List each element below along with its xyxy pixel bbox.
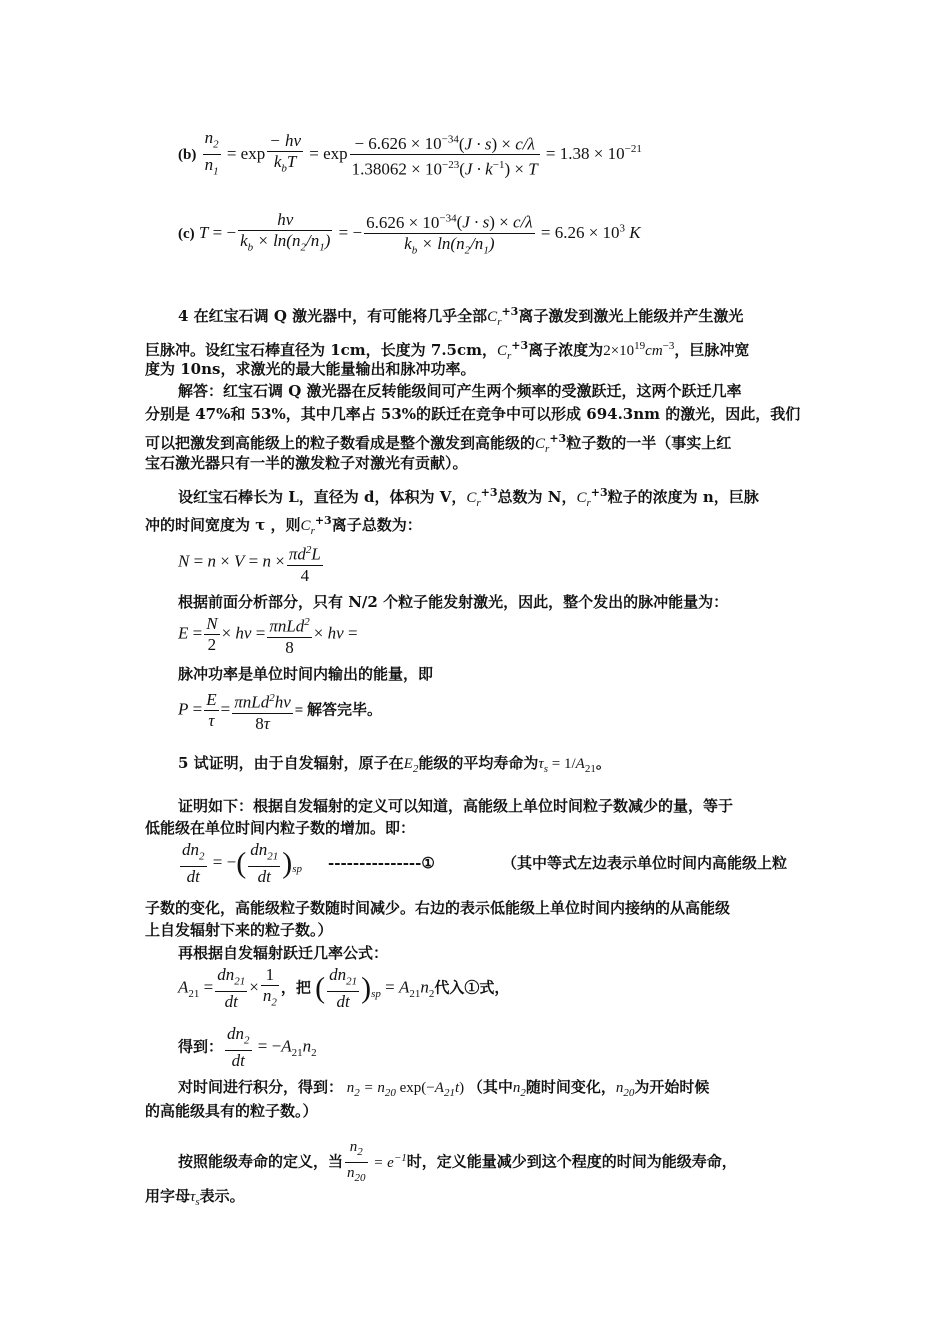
equation-P: P = $\frac{E}{\tau}$ = $\frac{\pi nLd^2h\nu}{8\tau}$ = 解答完毕。 [178, 688, 382, 734]
q5-text: 按照能级寿命的定义，当 [178, 1152, 344, 1171]
q5-note-2: 子数的变化，高能级粒子数随时间减少。右边的表示低能级上单位时间内接纳的从高能级 [145, 899, 731, 917]
q4-energy-intro: 根据前面分析部分，只有 N/2 个粒子能发射激光，因此，整个发出的脉冲能量为： [178, 593, 729, 611]
q4-done: = 解答完毕。 [294, 702, 383, 719]
eq-c-result: = 6.26 × 10 [540, 222, 620, 242]
q4-text: 离子浓度为 [528, 341, 604, 359]
q5-title: 5 试证明，由于自发辐射，原子在$E_2$能级的平均寿命为$\tau_s = 1/A_{21}$。 [178, 754, 611, 775]
eq-b-result: = 1.38 × 10 [545, 143, 625, 163]
q5-text: 能级的平均寿命为 [418, 754, 539, 772]
q4-text: 冲的时间宽度为 τ ，则 [145, 516, 301, 534]
equation-A21: $A_{21}$ = $\frac{dn_{21}}{dt}$ × $\frac{1}{n_2}$ ，把 ( $\frac{dn_{21}}{dt}$ )$_{sp} = A_{21}n_2$代入①式， [178, 965, 510, 1012]
q4-line-3: 度为 10ns，求激光的最大能量输出和脉冲功率。 [145, 360, 476, 378]
q4-setup-1: 设红宝石棒长为 L，直径为 d，体积为 V，$C_r^{+3}$总数为 N，$C_r^{+3}$粒子的浓度为 n，巨脉 [178, 486, 759, 509]
q5-definition: 按照能级寿命的定义，当 $\frac{n_2}{n_{20}}$ = $e^{-1}$时，定义能量减少到这个程度的时间为能级寿命， [178, 1139, 737, 1184]
q5-text: 代入①式， [434, 980, 510, 997]
q4-answer-2: 分别是 47%和 53%，其中几率占 53%的跃迁在竞争中可以形成 694.3nm 的激光，因此，我们 [145, 405, 801, 423]
eq-c-exponent: 3 [619, 222, 626, 235]
q5-integrate: 对时间进行积分，得到： $n_2 = n_{20}$ $\exp(-A_{21}t)$ （其中$n_2$随时间变化，$n_{20}$为开始时候 [178, 1078, 710, 1099]
q4-power-intro: 脉冲功率是单位时间内输出的能量，即 [178, 665, 434, 683]
eq-c-label: (c) [178, 225, 195, 242]
q5-proof-2: 低能级在单位时间内粒子数的增加。即： [145, 819, 416, 837]
q4-line-2: 巨脉冲。设红宝石棒直径为 1cm，长度为 7.5cm，$C_r^{+3}$离子浓度为$2\times 10^{19}cm^{-3}$，巨脉冲宽 [145, 339, 750, 362]
q5-text: （其中 [467, 1078, 513, 1096]
q4-text: ，巨脉冲宽 [674, 341, 750, 359]
q4-text: 粒子数的一半（事实上红 [566, 434, 732, 452]
q5-text: 用字母 [145, 1187, 191, 1205]
q5-definition-2: 用字母$\tau_s$表示。 [145, 1187, 245, 1208]
q5-text: 得到： [178, 1039, 224, 1056]
q5-note-1: （其中等式左边表示单位时间内高能级上粒 [502, 854, 788, 872]
q4-line-1: 4 在红宝石调 Q 激光器中，有可能将几乎全部$C_r^{+3}$离子激发到激光上能级并产生激光 [178, 305, 744, 328]
q5-text: 随时间变化， [525, 1078, 616, 1096]
q5-text: 表示。 [199, 1187, 245, 1205]
eq-b-label: (b) [178, 146, 197, 163]
q4-text: 4 在红宝石调 Q 激光器中，有可能将几乎全部 [178, 307, 488, 325]
q5-text: 对时间进行积分，得到： [178, 1078, 344, 1096]
q4-text: 离子激发到激光上能级并产生激光 [518, 307, 744, 325]
q5-text: 时，定义能量减少到这个程度的时间为能级寿命， [406, 1152, 737, 1171]
q5-note-3: 上自发辐射下来的粒子数。） [145, 921, 333, 939]
q5-text: ，把 [280, 980, 311, 997]
q5-text: 。 [595, 754, 611, 772]
q4-text: 巨脉冲。设红宝石棒直径为 1cm，长度为 7.5cm， [145, 341, 497, 359]
q5-proof-1: 证明如下：根据自发辐射的定义可以知道，高能级上单位时间粒子数减少的量，等于 [178, 797, 734, 815]
q5-text: 为开始时候 [634, 1078, 710, 1096]
equation-1: $\frac{dn_2}{dt}$ = −( $\frac{dn_{21}}{dt}$ )$_{sp}$ [182, 840, 302, 887]
q4-text: 设红宝石棒长为 L，直径为 d，体积为 V， [178, 488, 467, 506]
q5-again: 再根据自发辐射跃迁几率公式： [178, 944, 389, 962]
equation-N: N = n × V = n × $\frac{\pi d^2L}{4}$ [178, 540, 325, 586]
q4-text: 离子总数为： [331, 516, 422, 534]
q4-answer-1: 解答：红宝石调 Q 激光器在反转能级间可产生两个频率的受激跃迁，这两个跃迁几率 [178, 382, 742, 400]
equation-E: E = $\frac{N}{2}$ × hν = $\frac{\pi nLd^2}{8}$ × hν = [178, 612, 358, 658]
q5-dashes: ---------------① [328, 854, 435, 872]
eq-c-unit: K [629, 222, 641, 242]
q5-integrate-2: 的高能级具有的粒子数。） [145, 1102, 318, 1120]
eq-b-exponent: −21 [624, 143, 642, 156]
q4-text: 可以把激发到高能级上的粒子数看成是整个激发到高能级的 [145, 434, 536, 452]
q4-setup-2: 冲的时间宽度为 τ ，则$C_r^{+3}$离子总数为： [145, 514, 422, 537]
q4-text: 粒子的浓度为 n，巨脉 [607, 488, 759, 506]
equation-result: 得到： $\frac{dn_2}{dt}$ = $-A_{21}n_2$ [178, 1024, 317, 1071]
q4-text: 总数为 N， [497, 488, 577, 506]
equation-c: (c) T = − $\frac{h\nu}{k_b \times \ln(n_2/n_1)}$ = − $\frac{6.626 \times 10^{-34}(J \cdot s) \times c/\lambda}{k_b \times \ln(n_2/n_1)}$ = $6.26 \times 10^3$ K [178, 208, 641, 260]
q5-text: 5 试证明，由于自发辐射，原子在 [178, 754, 404, 772]
q4-answer-3: 可以把激发到高能级上的粒子数看成是整个激发到高能级的$C_r^{+3}$粒子数的一半（事实上红 [145, 432, 732, 455]
q4-answer-4: 宝石激光器只有一半的激发粒子对激光有贡献）。 [145, 454, 468, 472]
equation-b: (b) $\frac{n_2}{n_1}$ = exp $\frac{- h\nu}{k_bT}$ = exp $\frac{- 6.626 \times 10^{-34}(J \cdot s) \times c/\lambda}{1.38062 \times 10^{-23}(J \cdot k^{-1}) \times T}$ = $1.38 \times 10^{-21}$ [178, 128, 642, 180]
